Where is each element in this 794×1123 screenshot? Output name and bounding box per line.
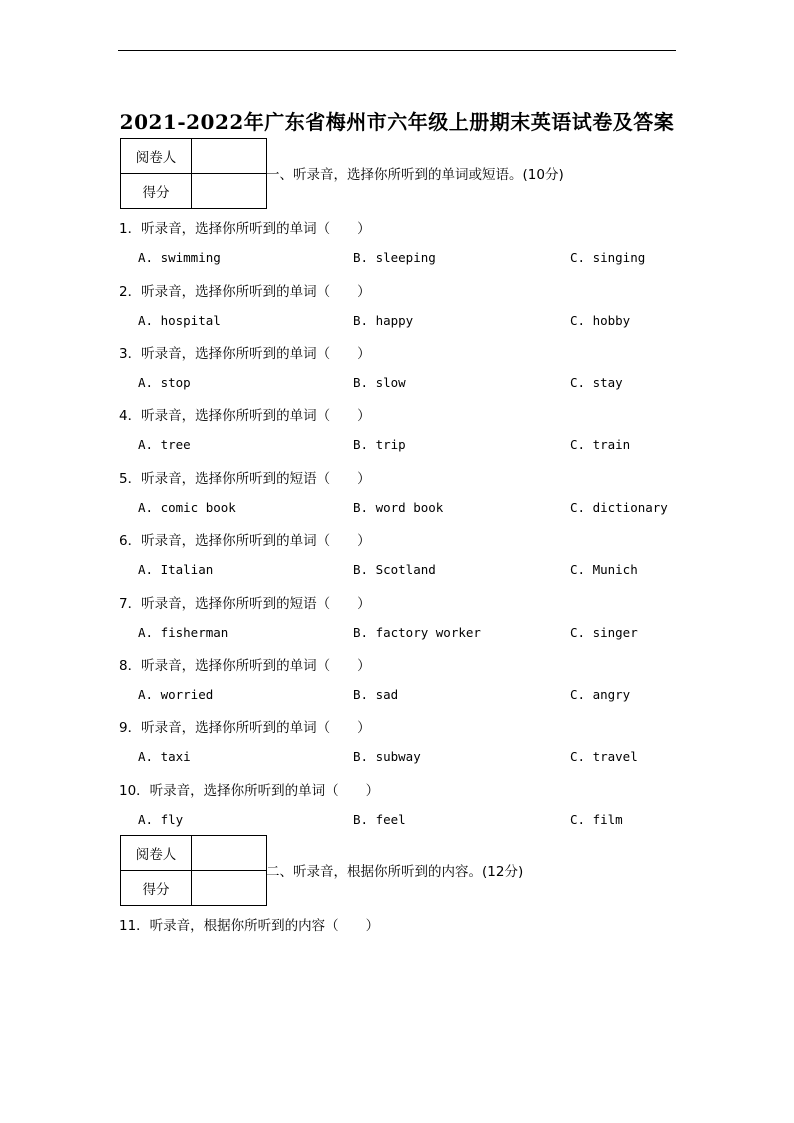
option-c[interactable]: C. singer xyxy=(570,625,638,640)
option-b[interactable]: B. trip xyxy=(353,437,406,452)
question-stem: 9．听录音，选择你所听到的单词（ ） xyxy=(119,720,371,736)
question-stem: 6．听录音，选择你所听到的单词（ ） xyxy=(119,533,371,549)
option-c[interactable]: C. train xyxy=(570,437,631,452)
reviewer-blank[interactable] xyxy=(192,139,267,174)
option-a[interactable]: A. worried xyxy=(138,687,214,702)
section-heading-2: 二、听录音，根据你所听到的内容。(12分) xyxy=(266,864,524,880)
option-c[interactable]: C. stay xyxy=(570,375,623,390)
score-blank[interactable] xyxy=(192,174,267,209)
option-c[interactable]: C. angry xyxy=(570,687,631,702)
reviewer-label: 阅卷人 xyxy=(121,836,192,871)
option-c[interactable]: C. dictionary xyxy=(570,500,668,515)
option-a[interactable]: A. tree xyxy=(138,437,191,452)
option-c[interactable]: C. Munich xyxy=(570,562,638,577)
question-stem: 8．听录音，选择你所听到的单词（ ） xyxy=(119,658,371,674)
option-a[interactable]: A. taxi xyxy=(138,749,191,764)
question-stem: 4．听录音，选择你所听到的单词（ ） xyxy=(119,408,371,424)
question-stem: 7．听录音，选择你所听到的短语（ ） xyxy=(119,596,371,612)
page-title: 2021-2022年广东省梅州市六年级上册期末英语试卷及答案 xyxy=(119,110,675,134)
question-stem: 1．听录音，选择你所听到的单词（ ） xyxy=(119,221,371,237)
option-b[interactable]: B. sad xyxy=(353,687,399,702)
option-c[interactable]: C. singing xyxy=(570,250,646,265)
option-b[interactable]: B. sleeping xyxy=(353,250,436,265)
score-label: 得分 xyxy=(121,174,192,209)
option-a[interactable]: A. fisherman xyxy=(138,625,229,640)
option-c[interactable]: C. hobby xyxy=(570,313,631,328)
option-a[interactable]: A. swimming xyxy=(138,250,221,265)
score-table-1 xyxy=(120,138,267,209)
section-heading-1: 一、听录音，选择你所听到的单词或短语。(10分) xyxy=(266,167,564,183)
question-stem: 5．听录音，选择你所听到的短语（ ） xyxy=(119,471,371,487)
score-label: 得分 xyxy=(121,871,192,906)
option-b[interactable]: B. feel xyxy=(353,812,406,827)
question-stem: 10．听录音，选择你所听到的单词（ ） xyxy=(119,783,380,799)
question-stem: 2．听录音，选择你所听到的单词（ ） xyxy=(119,284,371,300)
option-b[interactable]: B. word book xyxy=(353,500,444,515)
option-b[interactable]: B. subway xyxy=(353,749,421,764)
reviewer-label: 阅卷人 xyxy=(121,139,192,174)
question-stem: 3．听录音，选择你所听到的单词（ ） xyxy=(119,346,371,362)
option-b[interactable]: B. slow xyxy=(353,375,406,390)
option-a[interactable]: A. stop xyxy=(138,375,191,390)
option-b[interactable]: B. factory worker xyxy=(353,625,481,640)
reviewer-blank[interactable] xyxy=(192,836,267,871)
option-c[interactable]: C. travel xyxy=(570,749,638,764)
score-table-2 xyxy=(120,835,267,906)
header-rule xyxy=(118,50,676,51)
question-stem: 11．听录音，根据你所听到的内容（ ） xyxy=(119,918,380,934)
option-c[interactable]: C. film xyxy=(570,812,623,827)
option-b[interactable]: B. Scotland xyxy=(353,562,436,577)
option-a[interactable]: A. comic book xyxy=(138,500,236,515)
option-a[interactable]: A. hospital xyxy=(138,313,221,328)
option-a[interactable]: A. Italian xyxy=(138,562,214,577)
option-b[interactable]: B. happy xyxy=(353,313,414,328)
option-a[interactable]: A. fly xyxy=(138,812,184,827)
score-blank[interactable] xyxy=(192,871,267,906)
